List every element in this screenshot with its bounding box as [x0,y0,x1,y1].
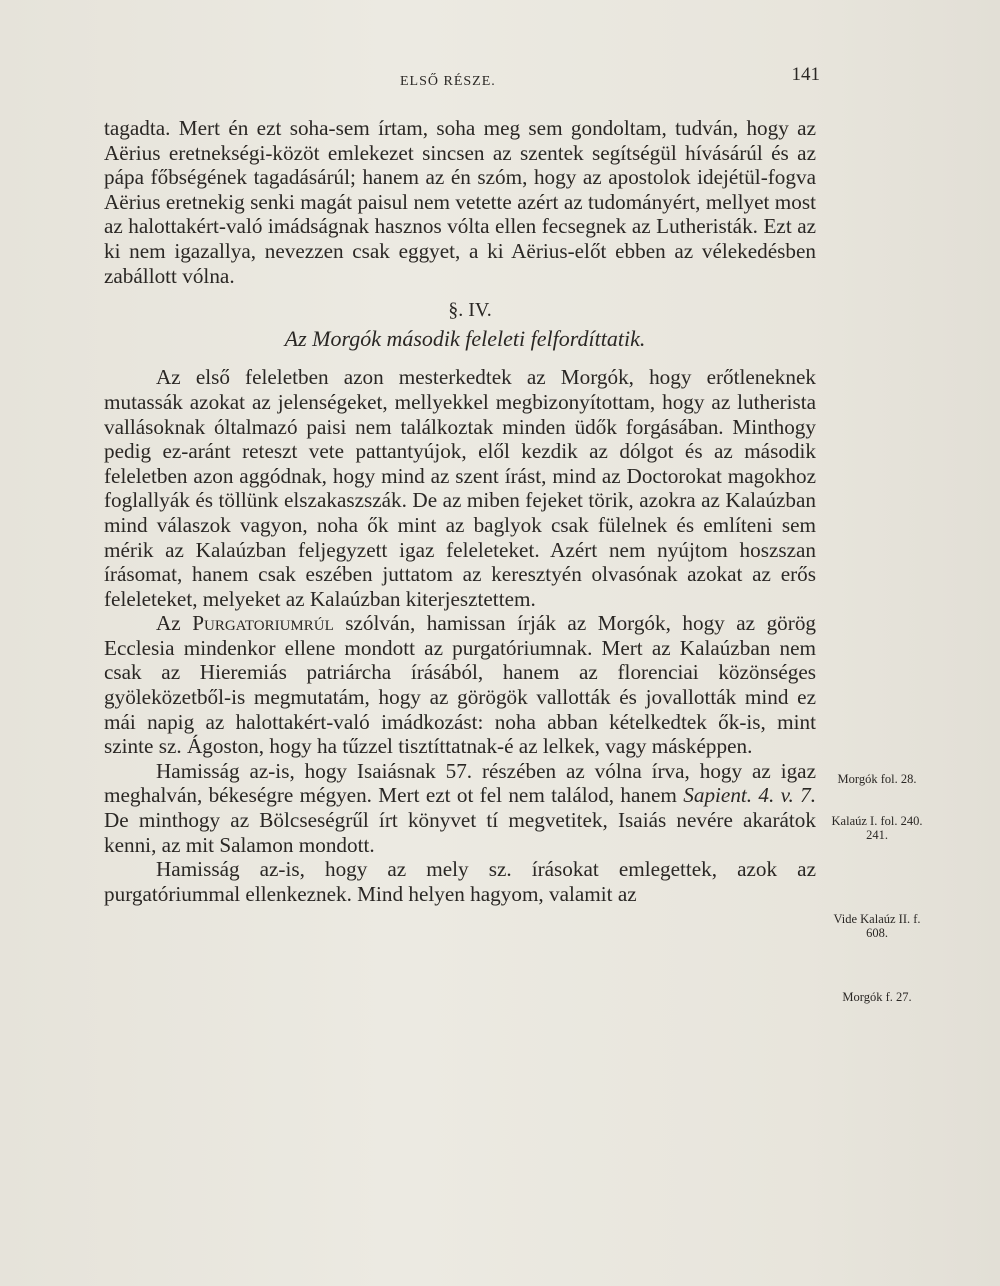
paragraph-isaiah-text-a: Hamisság az-is, hogy Isaiásnak 57. részében az vólna írva, hogy az igaz meghalván, békeségre mégyen. Mert ezt ot fel nem találod, hanem [104,758,816,808]
paragraph-purgatory-keyword: Purgatoriumrúl [192,611,334,636]
paragraph-purgatory-text: szólván, hamissan írják az Morgók, hogy az görög Ecclesia mindenkor ellene mondott az purgatóriumnak. Mert az Kalaúzban nem csak az Hieremiás patriárcha írásából, hanem az florenciai közönséges gyöleközetből-is megmutatám, hogy az görögök vallották és jovallották mind ez mái napig az halottakért-való imádkozást: noha abban kételkedtek ők-is, mint szinte sz. Ágoston, hogy ha tűzzel tisztíttatnak-é az lelkek, vagy másképpen. [104,611,817,759]
main-text [104,116,816,906]
running-title: ELSŐ RÉSZE. [400,74,496,89]
section-title: Az Morgók második feleleti felfordíttatik. [284,325,646,351]
margin-note-vide-kalauz: Vide Kalaúz II. f. 608. [833,912,921,940]
margin-notes [822,0,932,1286]
paragraph-purgatory [104,611,816,759]
paragraph-purgatory-lead: Az [156,611,181,636]
margin-note-morgok-28: Morgók fol. 28. [837,772,917,786]
paragraph-first-answer: Az első feleletben azon mesterkedtek az Morgók, hogy erőtleneknek mutassák azokat az jelenségeket, mellyekkel megbizonyítottam, hogy az lutherista vallásoknak óltalmazó paisi nem találkoztak minden üdők forgásában. Minthogy pedig ez-aránt reteszt vete pattantyújok, elől kezdik az dólgot és az második feleletben azon aggódnak, hogy mind az szent írást, mind az Doctorokat magokhoz foglallyák és töllünk elszakaszszák. De az miben fejeket törik, azokra az Kalaúzban mind válaszok vagyon, noha ők mint az baglyok csak fülelnek és említeni sem mérik az Kalaúzban feljegyzett igaz feleleteket. Azért nem nyújtom hoszszan írásomat, hanem csak eszében juttatom az keresztyén olvasónak azokat az erős feleleteket, melyeket az Kalaúzban kiterjesztettem. [104,365,816,611]
paragraph-isaiah-citation: Sapient. 4. v. 7. [683,783,816,808]
page-header [100,64,820,94]
page-number: 141 [791,64,820,85]
margin-note-morgok-27: Morgók f. 27. [842,990,912,1004]
paragraph-scriptures: Hamisság az-is, hogy az mely sz. írásokat emlegettek, azok az purgatóriummal ellenkeznek. Mind helyen hagyom, valamit az [104,857,816,906]
section-number: §. IV. [448,299,492,322]
paragraph-isaiah [104,759,816,857]
paragraph-isaiah-text-b: De minthogy az Bölcseségrűl írt könyvet tí megvetitek, Isaiás nevére akarátok kenni, az mit Salamon mondott. [104,808,816,857]
continued-paragraph: tagadta. Mert én ezt soha-sem írtam, soha meg sem gondoltam, tudván, hogy az Aërius eretnekségi-közöt emlekezet sincsen az szentek segítségül hívásárúl és az pápa főbségének tagadásárúl; hanem az én szóm, hogy az apostolok idejétül-fogva Aërius eretnekig senki magát paisul nem vetette azért az tudományért, mellyet most az halottakért-való imádságnak hasznos vólta ellen fecsegnek az Lutheristák. Ezt az ki nem igazallya, nevezzen csak eggyet, a ki Aërius-előt ebben az vélekedésben zabállott vólna. [104,116,816,288]
margin-note-kalauz-240: Kalaúz I. fol. 240. 241. [831,814,923,842]
